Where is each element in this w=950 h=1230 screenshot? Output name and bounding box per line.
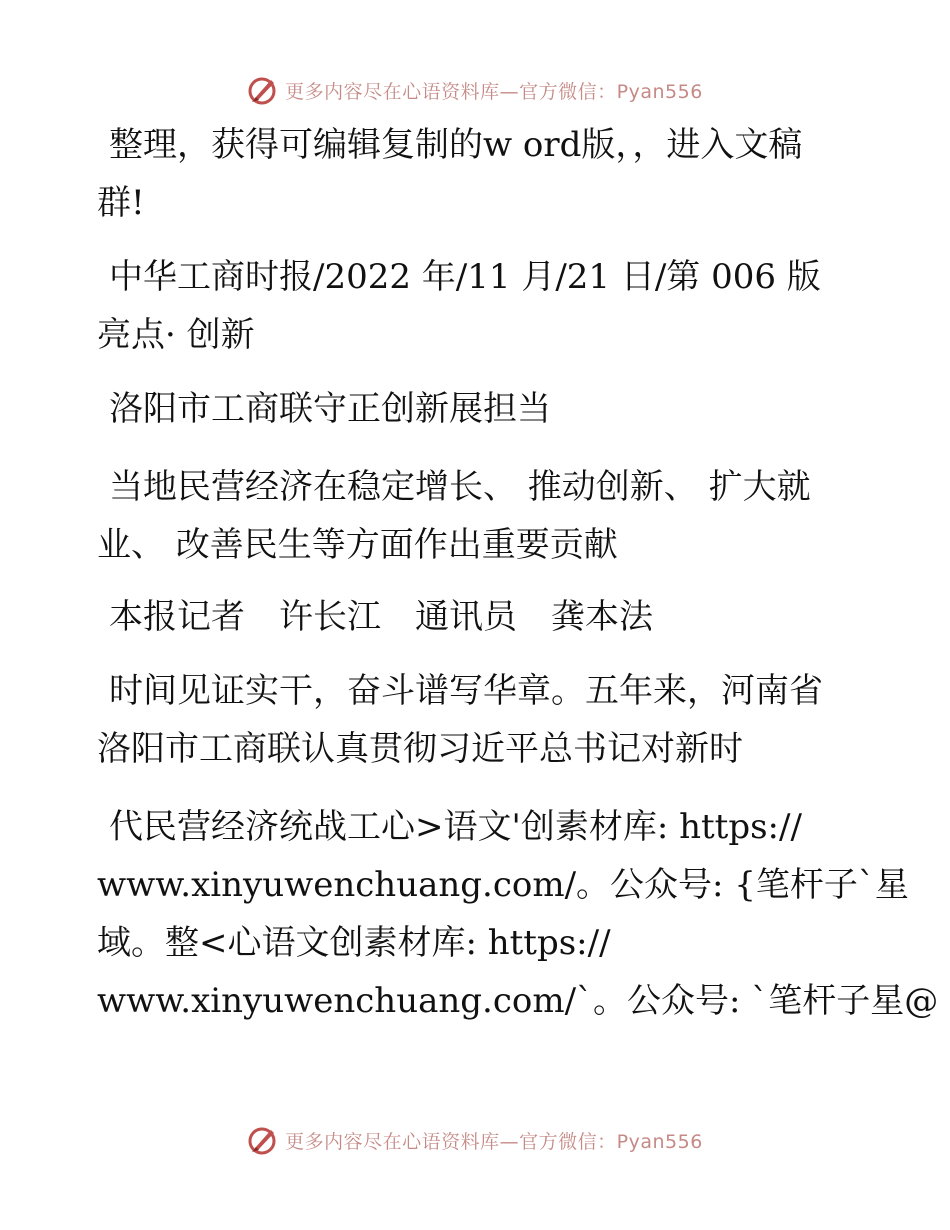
byline — [97, 588, 837, 646]
text-line: 群! — [97, 183, 145, 223]
text-line: www.xinyuwenchuang.com/`。公众号: `笔杆子星@ — [97, 981, 939, 1021]
paragraph-body-1 — [97, 662, 837, 778]
article-subtitle — [97, 458, 837, 574]
text-line: 整理，获得可编辑复制的w ord版，，进入文稿 — [109, 125, 803, 165]
text-line: 本报记者 许长江 通讯员 龚本法 — [109, 597, 653, 637]
quill-pen-logo-icon — [247, 74, 279, 106]
text-line: 亮点· 创新 — [97, 315, 255, 355]
watermark-text: 更多内容尽在心语资料库—官方微信：Pyan556 — [285, 80, 703, 103]
text-line: 时间见证实干，奋斗谱写华章。五年来，河南省 — [109, 671, 823, 711]
text-line: 代民营经济统战工心>语文'创素材库: https:// — [109, 807, 802, 847]
text-line: 洛阳市工商联认真贯彻习近平总书记对新时 — [97, 729, 743, 769]
text-line: 洛阳市工商联守正创新展担当 — [109, 389, 551, 429]
quill-pen-logo-icon — [247, 1124, 279, 1156]
paragraph-intro — [97, 116, 837, 232]
paragraph-body-2 — [97, 798, 939, 1030]
text-line: 业、 改善民生等方面作出重要贡献 — [97, 525, 618, 565]
text-line: www.xinyuwenchuang.com/。公众号: {笔杆子`星 — [97, 865, 909, 905]
paragraph-source — [97, 248, 837, 364]
watermark-text: 更多内容尽在心语资料库—官方微信：Pyan556 — [285, 1130, 703, 1153]
footer-watermark — [0, 1120, 950, 1160]
header-watermark — [0, 70, 950, 110]
article-title — [97, 380, 837, 438]
text-line: 域。整<心语文创素材库: https:// — [97, 923, 611, 963]
text-line: 中华工商时报/2022 年/11 月/21 日/第 006 版 — [109, 257, 821, 297]
text-line: 当地民营经济在稳定增长、 推动创新、 扩大就 — [109, 467, 811, 507]
